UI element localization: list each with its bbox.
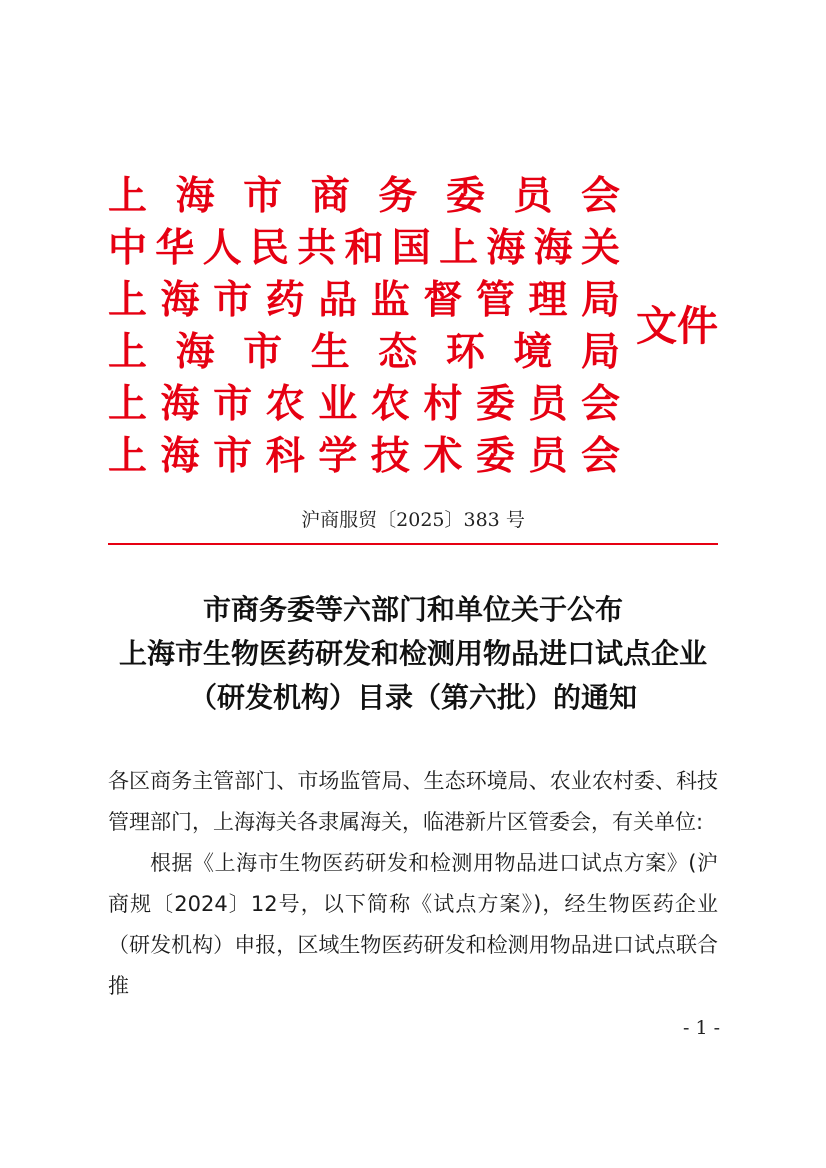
page-number: - 1 - (682, 1017, 720, 1039)
issuer-ecology-environment: 上 海 市 生 态 环 境 局 (108, 329, 620, 375)
title-line-1: 市商务委等六部门和单位关于公布 (202, 593, 623, 626)
red-divider (108, 543, 718, 545)
body-paragraph: 根据《上海市生物医药研发和检测用物品进口试点方案》(沪商规〔2024〕12号，以下简称《试点方案》)，经生物医药企业（研发机构）申报，区域生物医药研发和检测用物品进口试点联合推 (108, 851, 718, 998)
issuer-commerce-commission: 上 海 市 商 务 委 员 会 (108, 173, 620, 219)
issuer-agriculture-commission: 上海市农业农村委员会 (108, 381, 620, 427)
issuer-drug-administration: 上海市药品监督管理局 (108, 277, 620, 323)
title-line-2: 上海市生物医药研发和检测用物品进口试点企业 (118, 637, 707, 670)
document-body (108, 761, 718, 1007)
title-line-3: （研发机构）目录（第六批）的通知 (188, 681, 637, 714)
issuer-science-commission: 上海市科学技术委员会 (108, 433, 620, 479)
addressees: 各区商务主管部门、市场监管局、生态环境局、农业农村委、科技管理部门，上海海关各隶属海关，临港新片区管委会，有关单位: (108, 769, 718, 834)
document-title (90, 588, 736, 720)
document-label: 文件 (636, 302, 718, 350)
issuer-list (108, 170, 620, 482)
issuer-customs: 中华人民共和国上海海关 (108, 225, 620, 271)
document-number: 沪商服贸〔2025〕383 号 (301, 509, 525, 531)
